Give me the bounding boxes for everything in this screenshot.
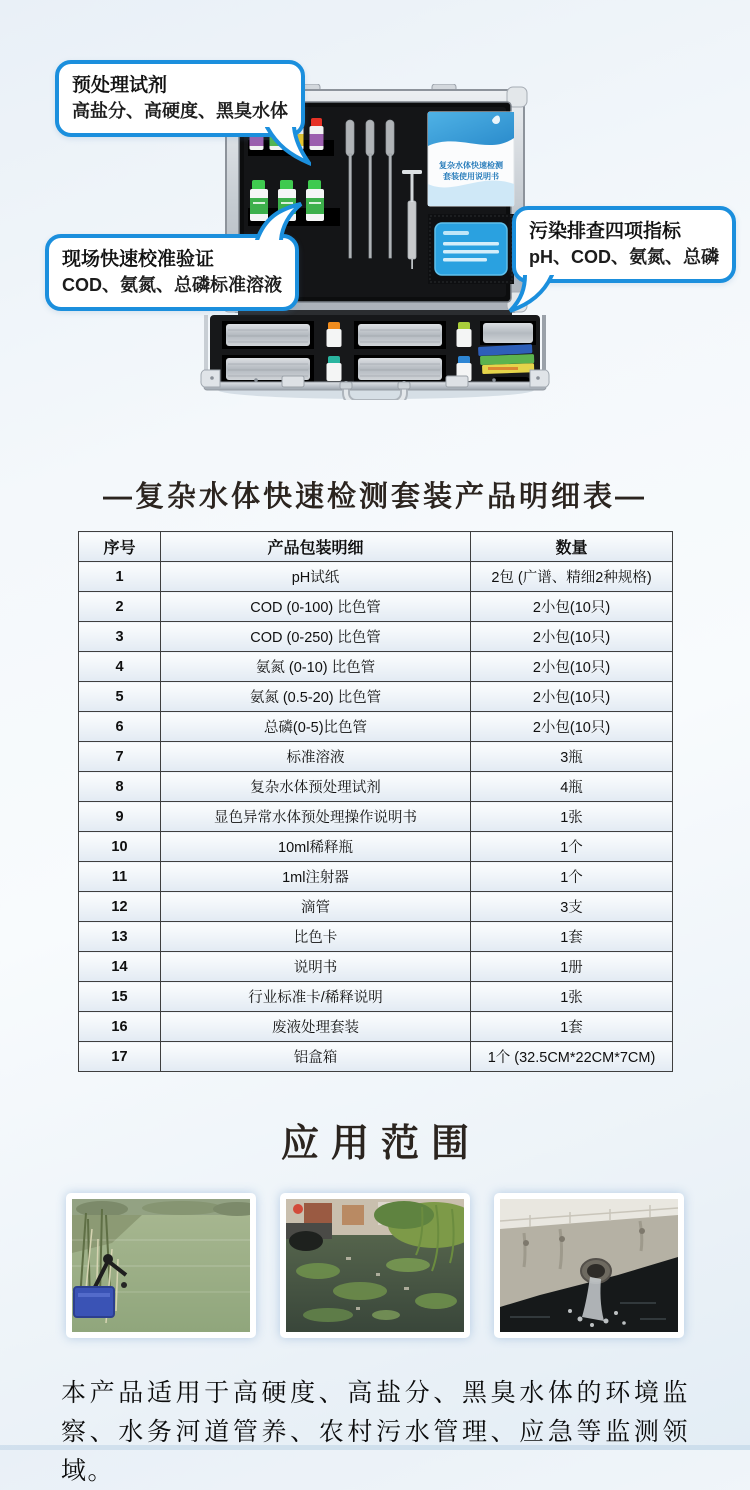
detail-table-section: [0, 474, 750, 1072]
cell-index: 6: [79, 712, 161, 742]
cell-item: COD (0-100) 比色管: [161, 592, 471, 622]
callout-subtitle: pH、COD、氨氮、总磷: [529, 246, 719, 267]
cell-item: pH试纸: [161, 562, 471, 592]
photo-urban-canal: [280, 1193, 470, 1338]
cell-qty: 2包 (广谱、精细2种规格): [471, 562, 673, 592]
table-row: [79, 712, 673, 742]
application-section: [0, 1112, 750, 1490]
callout-subtitle: 高盐分、高硬度、黑臭水体: [72, 100, 288, 121]
table-row: [79, 952, 673, 982]
cell-index: 13: [79, 922, 161, 952]
outfall-photo-illustration: [500, 1199, 678, 1332]
cell-item: 总磷(0-5)比色管: [161, 712, 471, 742]
cell-index: 3: [79, 622, 161, 652]
table-row: [79, 622, 673, 652]
cell-index: 16: [79, 1012, 161, 1042]
header-item: 产品包装明细: [161, 532, 471, 562]
cell-index: 8: [79, 772, 161, 802]
cell-qty: 2小包(10只): [471, 682, 673, 712]
table-row: [79, 652, 673, 682]
table-row: [79, 1042, 673, 1072]
manual-title-line2: 套装使用说明书: [443, 172, 499, 181]
table-row: [79, 592, 673, 622]
cell-index: 14: [79, 952, 161, 982]
callout-indicators: [512, 206, 736, 283]
cell-index: 15: [79, 982, 161, 1012]
cell-item: 标准溶液: [161, 742, 471, 772]
cell-item: 氨氮 (0-10) 比色管: [161, 652, 471, 682]
callout-title: 预处理试剂: [72, 75, 168, 96]
table-header-row: [79, 532, 673, 562]
lake-photo-illustration: [72, 1199, 250, 1332]
callout-tail: [263, 127, 311, 167]
cell-qty: 4瓶: [471, 772, 673, 802]
cell-item: 10ml稀释瓶: [161, 832, 471, 862]
application-photos: [0, 1193, 750, 1338]
cell-qty: 1套: [471, 1012, 673, 1042]
cell-item: 铝盒箱: [161, 1042, 471, 1072]
cell-index: 7: [79, 742, 161, 772]
callout-subtitle: COD、氨氮、总磷标准溶液: [62, 274, 282, 295]
cell-qty: 1个: [471, 832, 673, 862]
table-row: [79, 982, 673, 1012]
cell-qty: 3支: [471, 892, 673, 922]
cell-index: 4: [79, 652, 161, 682]
table-row: [79, 802, 673, 832]
case-front: [202, 387, 548, 388]
manual-booklet: [428, 112, 514, 206]
cell-qty: 1张: [471, 802, 673, 832]
callout-title: 现场快速校准验证: [62, 249, 215, 270]
manual-title-line1: 复杂水体快速检测: [439, 161, 503, 170]
photo-lake-monitoring: [66, 1193, 256, 1338]
cell-qty: 2小包(10只): [471, 592, 673, 622]
callout-tail: [255, 202, 303, 240]
cell-item: 滴管: [161, 892, 471, 922]
table-row: [79, 742, 673, 772]
cell-qty: 2小包(10只): [471, 712, 673, 742]
application-heading: 应用范围: [280, 1123, 481, 1165]
cell-qty: 1个 (32.5CM*22CM*7CM): [471, 1042, 673, 1072]
cell-qty: 2小包(10只): [471, 622, 673, 652]
cell-index: 9: [79, 802, 161, 832]
cell-index: 1: [79, 562, 161, 592]
application-description: 本产品适用于高硬度、高盐分、黑臭水体的环境监察、水务河道管养、农村污水管理、应急等监测领域。: [61, 1379, 689, 1485]
cell-index: 10: [79, 832, 161, 862]
cell-qty: 1个: [471, 862, 673, 892]
cell-index: 17: [79, 1042, 161, 1072]
blue-card-pocket: [428, 214, 514, 284]
cell-index: 11: [79, 862, 161, 892]
callout-tail: [508, 275, 556, 313]
callout-calibration: [45, 234, 299, 311]
cell-qty: 3瓶: [471, 742, 673, 772]
case-base: [201, 315, 549, 400]
cell-qty: 1张: [471, 982, 673, 1012]
cell-item: 显色异常水体预处理操作说明书: [161, 802, 471, 832]
cell-item: 比色卡: [161, 922, 471, 952]
product-detail-table: [78, 531, 673, 1072]
table-row: [79, 922, 673, 952]
canal-photo-illustration: [286, 1199, 464, 1332]
table-title: —复杂水体快速检测套装产品明细表—: [102, 481, 647, 513]
cell-index: 5: [79, 682, 161, 712]
cell-item: 说明书: [161, 952, 471, 982]
cell-item: 废液处理套装: [161, 1012, 471, 1042]
callout-pretreatment: [55, 60, 305, 137]
cell-qty: 1册: [471, 952, 673, 982]
table-row: [79, 832, 673, 862]
table-row: [79, 862, 673, 892]
photo-sewage-outfall: [494, 1193, 684, 1338]
cell-item: 1ml注射器: [161, 862, 471, 892]
cell-item: 复杂水体预处理试剂: [161, 772, 471, 802]
header-index: 序号: [79, 532, 161, 562]
cell-item: COD (0-250) 比色管: [161, 622, 471, 652]
table-row: [79, 772, 673, 802]
table-row: [79, 682, 673, 712]
table-row: [79, 892, 673, 922]
footer-band: [0, 1445, 750, 1450]
cell-item: 行业标准卡/稀释说明: [161, 982, 471, 1012]
header-qty: 数量: [471, 532, 673, 562]
cell-index: 2: [79, 592, 161, 622]
cell-item: 氨氮 (0.5-20) 比色管: [161, 682, 471, 712]
table-row: [79, 1012, 673, 1042]
cell-index: 12: [79, 892, 161, 922]
hero-section: [0, 0, 750, 468]
callout-title: 污染排查四项指标: [529, 221, 682, 242]
cell-qty: 2小包(10只): [471, 652, 673, 682]
cell-qty: 1套: [471, 922, 673, 952]
table-row: [79, 562, 673, 592]
